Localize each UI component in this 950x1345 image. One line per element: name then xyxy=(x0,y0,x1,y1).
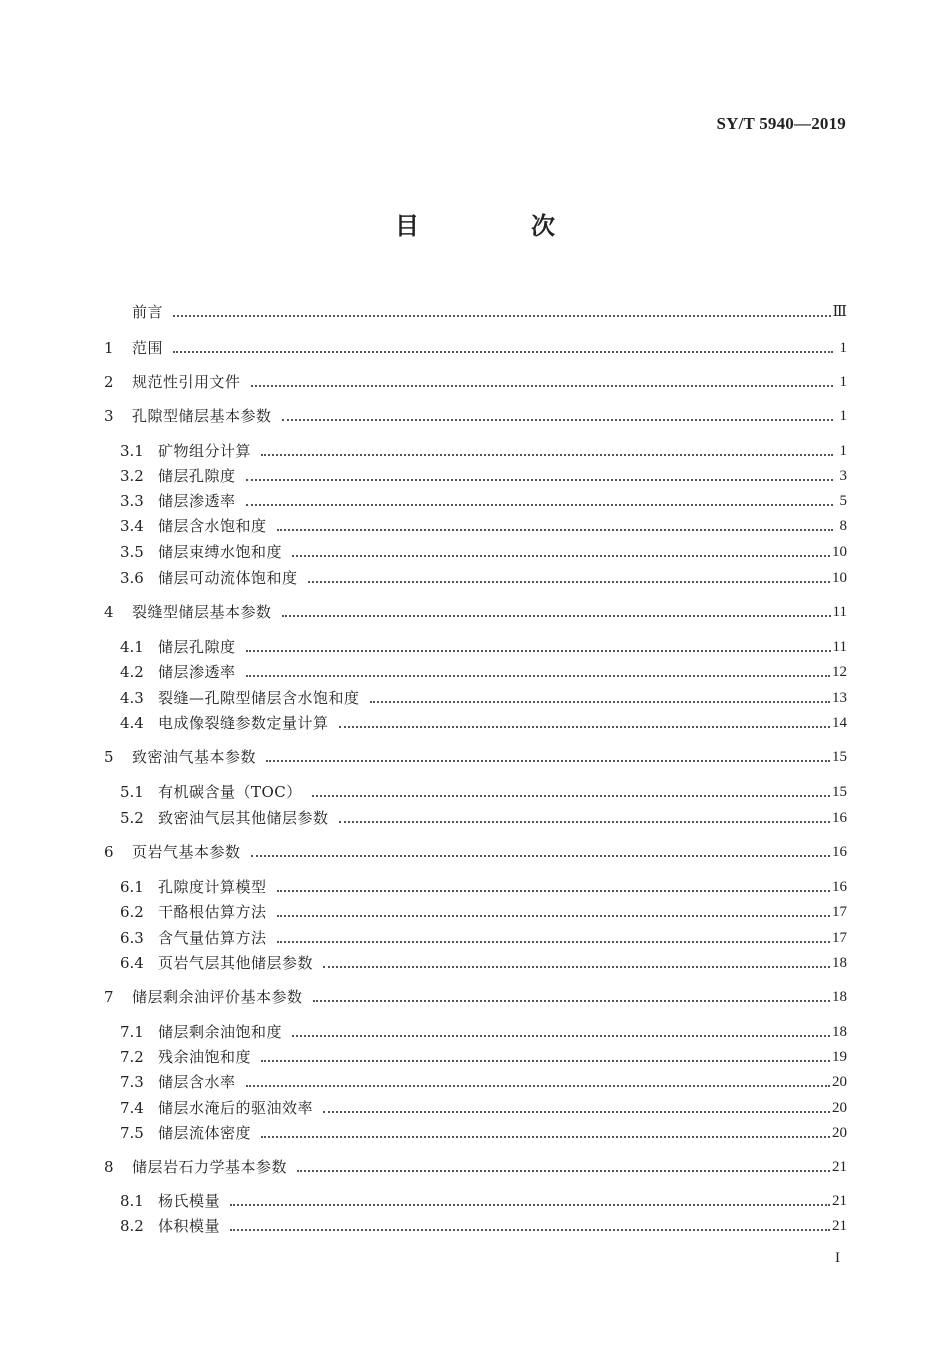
dot-leader xyxy=(251,385,833,387)
toc-entry[interactable] xyxy=(120,1045,847,1067)
toc-entry-page: 5 xyxy=(839,493,847,509)
toc-entry-label: 储层渗透率 xyxy=(158,663,236,681)
page-title: 目 次 xyxy=(395,212,599,240)
toc-entry-page: 13 xyxy=(832,690,847,706)
toc-entry-page: 11 xyxy=(832,639,847,655)
toc-entry-label: 范围 xyxy=(132,339,164,357)
toc-entry[interactable] xyxy=(120,900,847,922)
toc-entry[interactable] xyxy=(120,1214,847,1236)
toc-entry-number: 6.3 xyxy=(120,929,144,947)
toc-entry-page: 21 xyxy=(832,1218,847,1234)
dot-leader xyxy=(230,1204,830,1206)
toc-entry-number: 4 xyxy=(104,603,114,621)
dot-leader xyxy=(277,529,833,531)
toc-entry-page: 21 xyxy=(832,1159,847,1175)
dot-leader xyxy=(323,1111,830,1113)
dot-leader xyxy=(313,1000,830,1002)
dot-leader xyxy=(246,675,830,677)
toc-entry-number: 7.1 xyxy=(120,1023,144,1041)
toc-entry-label: 页岩气层其他储层参数 xyxy=(158,954,314,972)
toc-entry[interactable] xyxy=(104,600,847,622)
dot-leader xyxy=(339,726,830,728)
toc-entry-label: 致密油气基本参数 xyxy=(132,748,257,766)
toc-entry[interactable] xyxy=(120,1070,847,1092)
toc-entry-number: 3.5 xyxy=(120,543,144,561)
toc-entry-number: 3.3 xyxy=(120,492,144,510)
toc-entry-label: 裂缝型储层基本参数 xyxy=(132,603,272,621)
toc-entry-page: 18 xyxy=(832,989,847,1005)
toc-entry[interactable] xyxy=(120,1020,847,1042)
toc-entry-page: 15 xyxy=(832,749,847,765)
dot-leader xyxy=(339,821,830,823)
toc-entry-page: 10 xyxy=(832,570,847,586)
toc-entry-label: 有机碳含量（TOC） xyxy=(158,783,302,801)
toc-entry-number: 7.5 xyxy=(120,1124,144,1142)
toc-entry-page: 20 xyxy=(832,1074,847,1090)
toc-entry[interactable] xyxy=(120,489,847,511)
toc-entry-page: Ⅲ xyxy=(832,304,847,320)
dot-leader xyxy=(261,1136,830,1138)
toc-entry-label: 电成像裂缝参数定量计算 xyxy=(158,714,329,732)
toc-entry-number: 3.1 xyxy=(120,442,144,460)
toc-entry-label: 孔隙度计算模型 xyxy=(158,878,267,896)
toc-entry-label: 体积模量 xyxy=(158,1217,221,1235)
dot-leader xyxy=(277,915,830,917)
toc-entry-number: 3.6 xyxy=(120,569,144,587)
dot-leader xyxy=(261,1060,830,1062)
toc-entry[interactable] xyxy=(120,660,847,682)
toc-entry-label: 规范性引用文件 xyxy=(132,373,241,391)
toc-entry-number: 6.1 xyxy=(120,878,144,896)
toc-entry-page: 16 xyxy=(832,810,847,826)
toc-entry-number: 4.1 xyxy=(120,638,144,656)
toc-entry[interactable] xyxy=(104,404,847,426)
toc-entry[interactable] xyxy=(120,566,847,588)
toc-entry-label: 页岩气基本参数 xyxy=(132,843,241,861)
toc-entry-number: 5.1 xyxy=(120,783,144,801)
toc-entry-label: 致密油气层其他储层参数 xyxy=(158,809,329,827)
toc-entry-label: 残余油饱和度 xyxy=(158,1048,252,1066)
toc-entry-page: 1 xyxy=(839,340,847,356)
toc-entry-label: 储层可动流体饱和度 xyxy=(158,569,298,587)
toc-entry-label: 储层岩石力学基本参数 xyxy=(132,1158,288,1176)
toc-entry[interactable] xyxy=(120,1189,847,1211)
toc-entry-label: 孔隙型储层基本参数 xyxy=(132,407,272,425)
dot-leader xyxy=(292,1035,830,1037)
toc-entry-label: 干酪根估算方法 xyxy=(158,903,267,921)
dot-leader xyxy=(323,966,830,968)
toc-entry-label: 裂缝—孔隙型储层含水饱和度 xyxy=(158,689,360,707)
toc-entry-number: 2 xyxy=(104,373,114,391)
toc-entry-label: 储层含水饱和度 xyxy=(158,517,267,535)
toc-entry-number: 8.1 xyxy=(120,1192,144,1210)
dot-leader xyxy=(266,760,830,762)
toc-entry-number: 7.4 xyxy=(120,1099,144,1117)
toc-entry-page: 18 xyxy=(832,1024,847,1040)
toc-entry-number: 1 xyxy=(104,339,114,357)
toc-entry-page: 1 xyxy=(839,443,847,459)
toc-entry-label: 含气量估算方法 xyxy=(158,929,267,947)
toc-entry-label: 储层含水率 xyxy=(158,1073,236,1091)
toc-entry[interactable] xyxy=(120,514,847,536)
toc-entry-page: 20 xyxy=(832,1125,847,1141)
toc-entry[interactable] xyxy=(120,464,847,486)
toc-entry-page: 3 xyxy=(839,468,847,484)
dot-leader xyxy=(246,650,831,652)
toc-entry[interactable] xyxy=(104,985,847,1007)
toc-entry-number: 5.2 xyxy=(120,809,144,827)
toc-entry[interactable] xyxy=(120,926,847,948)
toc-entry-page: 17 xyxy=(832,904,847,920)
toc-entry-page: 19 xyxy=(832,1049,847,1065)
dot-leader xyxy=(282,419,833,421)
dot-leader xyxy=(261,454,833,456)
dot-leader xyxy=(277,890,830,892)
toc-entry-page: 8 xyxy=(839,518,847,534)
dot-leader xyxy=(312,795,830,797)
toc-entry[interactable] xyxy=(120,439,847,461)
toc-entry-label: 矿物组分计算 xyxy=(158,442,252,460)
toc-entry-number: 8.2 xyxy=(120,1217,144,1235)
toc-entry-page: 1 xyxy=(839,408,847,424)
dot-leader xyxy=(173,315,831,317)
page-number: I xyxy=(835,1250,840,1266)
toc-entry-page: 11 xyxy=(832,604,847,620)
toc-entry-label: 储层束缚水饱和度 xyxy=(158,543,283,561)
toc-entry-label: 储层孔隙度 xyxy=(158,467,236,485)
toc-entry[interactable] xyxy=(120,951,847,973)
toc-entry-page: 18 xyxy=(832,955,847,971)
toc-entry-number: 4.2 xyxy=(120,663,144,681)
toc-entry[interactable] xyxy=(104,1155,847,1177)
dot-leader xyxy=(277,941,830,943)
toc-entry-page: 14 xyxy=(832,715,847,731)
toc-entry-number: 3 xyxy=(104,407,114,425)
toc-entry[interactable] xyxy=(104,300,847,322)
toc-entry-number: 7.2 xyxy=(120,1048,144,1066)
toc-entry-page: 10 xyxy=(832,544,847,560)
toc-entry[interactable] xyxy=(104,745,847,767)
toc-entry[interactable] xyxy=(120,635,847,657)
toc-entry-number: 5 xyxy=(104,748,114,766)
toc-entry-page: 17 xyxy=(832,930,847,946)
dot-leader xyxy=(246,504,833,506)
toc-entry[interactable] xyxy=(120,711,847,733)
toc-entry-label: 储层渗透率 xyxy=(158,492,236,510)
toc-entry[interactable] xyxy=(104,840,847,862)
dot-leader xyxy=(230,1229,830,1231)
toc-entry-number: 6.4 xyxy=(120,954,144,972)
toc-entry[interactable] xyxy=(120,875,847,897)
dot-leader xyxy=(246,479,833,481)
dot-leader xyxy=(251,855,830,857)
toc-entry-number: 7 xyxy=(104,988,114,1006)
toc-entry-number: 3.4 xyxy=(120,517,144,535)
toc-entry-label: 前言 xyxy=(132,303,164,321)
toc-entry-page: 12 xyxy=(832,664,847,680)
toc-entry[interactable] xyxy=(120,780,847,802)
dot-leader xyxy=(246,1085,830,1087)
toc-entry-page: 16 xyxy=(832,879,847,895)
dot-leader xyxy=(308,581,830,583)
toc-entry-number: 7.3 xyxy=(120,1073,144,1091)
toc-entry[interactable] xyxy=(120,686,847,708)
toc-entry-label: 杨氏模量 xyxy=(158,1192,221,1210)
toc-entry-page: 15 xyxy=(832,784,847,800)
standard-code: SY/T 5940—2019 xyxy=(716,114,846,133)
toc-entry-page: 20 xyxy=(832,1100,847,1116)
dot-leader xyxy=(292,555,830,557)
toc-entry-number: 4.3 xyxy=(120,689,144,707)
dot-leader xyxy=(370,701,830,703)
toc-entry[interactable] xyxy=(104,336,847,358)
toc-entry-page: 1 xyxy=(839,374,847,390)
toc-entry-number: 6.2 xyxy=(120,903,144,921)
toc-entry[interactable] xyxy=(120,1096,847,1118)
toc-entry-label: 储层水淹后的驱油效率 xyxy=(158,1099,314,1117)
dot-leader xyxy=(282,615,831,617)
toc-entry-number: 6 xyxy=(104,843,114,861)
toc-entry[interactable] xyxy=(104,370,847,392)
dot-leader xyxy=(173,351,833,353)
toc-entry-label: 储层孔隙度 xyxy=(158,638,236,656)
toc-entry-label: 储层剩余油饱和度 xyxy=(158,1023,283,1041)
toc-entry[interactable] xyxy=(120,806,847,828)
toc-entry-number: 4.4 xyxy=(120,714,144,732)
toc-entry-number: 8 xyxy=(104,1158,114,1176)
dot-leader xyxy=(297,1170,830,1172)
toc-entry[interactable] xyxy=(120,1121,847,1143)
toc-entry-page: 16 xyxy=(832,844,847,860)
toc-entry-label: 储层流体密度 xyxy=(158,1124,252,1142)
toc-entry[interactable] xyxy=(120,540,847,562)
toc-entry-page: 21 xyxy=(832,1193,847,1209)
toc-entry-number: 3.2 xyxy=(120,467,144,485)
toc-entry-label: 储层剩余油评价基本参数 xyxy=(132,988,303,1006)
